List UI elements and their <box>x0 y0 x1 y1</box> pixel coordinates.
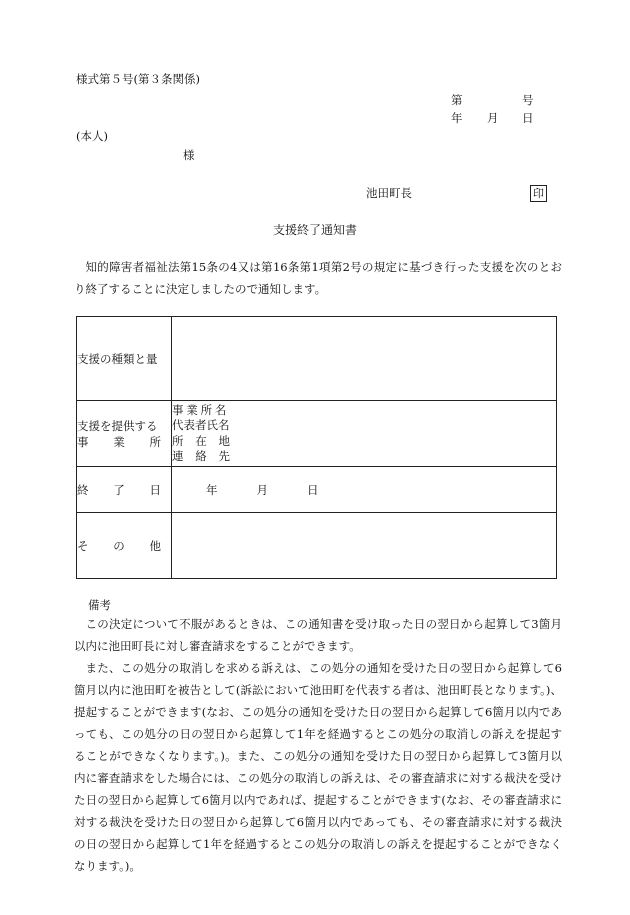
provider-label-line2: 事 業 所 <box>77 434 161 449</box>
notes-heading: 備考 <box>88 598 111 612</box>
date-month: 月 <box>487 111 499 125</box>
other-label: そ の 他 <box>77 513 172 579</box>
seal-mark: 印 <box>530 185 547 202</box>
row-provider <box>77 401 557 467</box>
row-support-type <box>77 317 557 401</box>
date-year: 年 <box>451 111 463 125</box>
recipient-prefix: (本人) <box>76 129 108 143</box>
end-date-day: 日 <box>307 482 319 497</box>
support-type-label: 支援の種類と量 <box>77 317 172 401</box>
address-label: 所 在 地 <box>172 433 230 448</box>
provider-label-line1: 支援を提供する <box>77 418 158 433</box>
notes-paragraph-1: この決定について不服があるときは、この通知書を受け取った日の翌日から起算して3箇月以内に池田町長に対し審査請求をすることができます。 <box>74 617 562 653</box>
end-date-year: 年 <box>206 482 218 497</box>
issuer-name: 池田町長 <box>366 186 412 200</box>
row-end-date <box>77 467 557 513</box>
provider-label <box>77 401 172 467</box>
number-suffix: 号 <box>522 93 534 107</box>
representative-label: 代表者氏名 <box>172 418 230 432</box>
intro-paragraph: 知的障害者福祉法第15条の4又は第16条第1項第2号の規定に基づき行った支援を次のとおり終了することに決定しましたので通知します。 <box>74 260 562 296</box>
contact-label: 連 絡 先 <box>172 449 230 463</box>
provider-fields <box>172 401 557 467</box>
other-value <box>172 513 557 579</box>
end-date-month: 月 <box>256 482 268 497</box>
recipient-honorific: 様 <box>183 148 195 162</box>
document-title: 支援終了通知書 <box>273 223 358 237</box>
notes-paragraph-2: また、この処分の取消しを求める訴えは、この処分の通知を受けた日の翌日から起算して6箇月以内に池田町を被告として(訴訟において池田町を代表する者は、池田町長となります。)、提起することができます(なお、この処分の通知を受けた日の翌日から起算して6箇月以内であっても、この処分の日の翌日から起算して1年を経過するとこの処分の取消しの訴えを提起することができなくなります。)。また、この処分の通知を受けた日の翌日から起算して3箇月以内に審査請求をした場合には、この処分の取消しの訴えは、その審査請求に対する裁決を受けた日の翌日から起算して6箇月以内であれば、提起することができます(なお、その審査請求に対する裁決を受けた日の翌日から起算して6箇月以内であっても、その審査請求に対する裁決の日の翌日から起算して1年を経過するとこの処分の取消しの訴えを提起することができなくなります。)。 <box>74 661 562 873</box>
form-label: 様式第５号(第３条関係) <box>76 72 200 86</box>
support-type-value <box>172 317 557 401</box>
row-other <box>77 513 557 579</box>
end-date-value <box>172 467 557 513</box>
office-name-label: 事業所名 <box>172 402 230 417</box>
end-date-label: 終 了 日 <box>77 467 172 513</box>
date-day: 日 <box>522 111 534 125</box>
support-table <box>76 316 557 579</box>
number-prefix: 第 <box>451 93 463 107</box>
